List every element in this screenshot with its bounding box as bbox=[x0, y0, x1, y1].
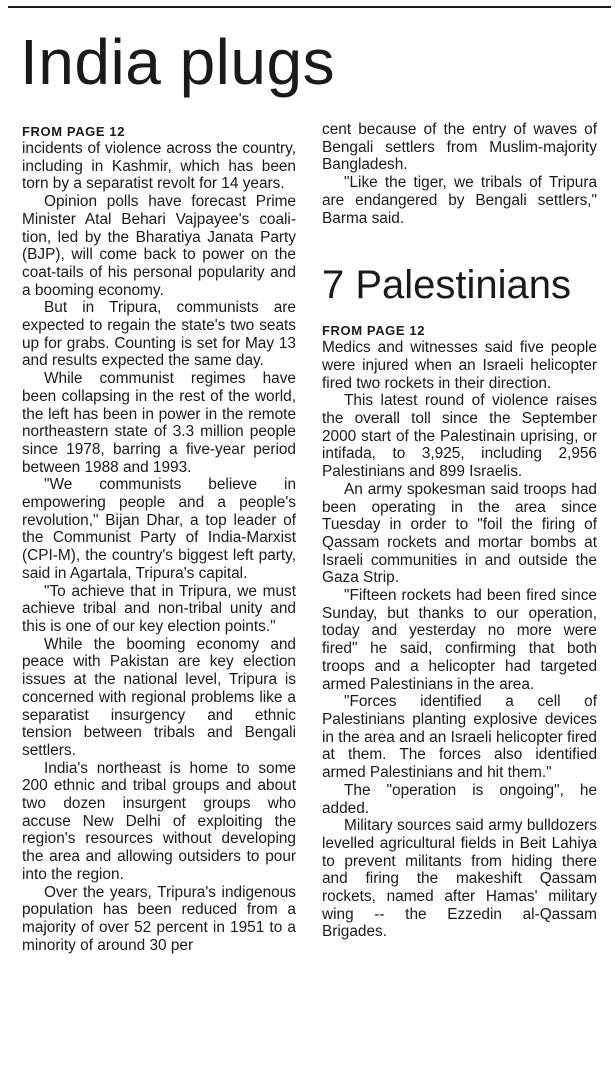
story1-paragraph-continued: cent because of the entry of waves of Bengali settlers from Muslim-majority Bangladesh. bbox=[322, 121, 597, 174]
story1-paragraph: "To achieve that in Tripura, we must achieve tribal and non-tribal unity and this is one of our key election points." bbox=[22, 582, 296, 635]
kicker-from-page-12: FROM PAGE 12 bbox=[322, 323, 426, 339]
story2-paragraph: "Forces identified a cell of Palestinians planting explosive devices in the area and an Israeli helicopter fired at them. The forces also identified armed Palestinians and hit them." bbox=[322, 693, 597, 782]
story1-paragraph: Opinion polls have forecast Prime Minister Atal Behari Vajpayee's coalition, led by the Bharatiya Janata Party (BJP), will come back to power on the coat-tails of his personal popularity and a booming economy. bbox=[22, 193, 296, 299]
story1-paragraph: Over the years, Tripura's indigenous population has been reduced from a majority of over 52 percent in 1951 to a minority of around 30 per bbox=[22, 883, 296, 954]
story2-paragraph: Military sources said army bulldozers levelled agricultural fields in Beit Lahiya to prevent militants from hiding there and firing the makeshift Qassam rockets, named after Hamas' military wing -- the Ezzedin al-Qassam Brigades. bbox=[322, 817, 597, 941]
story2-paragraph: The "operation is ongoing", he added. bbox=[322, 781, 597, 817]
story2-paragraph: "Fifteen rockets had been fired since Sunday, but thanks to our operation, today and yesterday no more were fired" he said, confirming that both troops and a helicopter had targeted armed Palestinians in the area. bbox=[322, 587, 597, 693]
top-rule bbox=[8, 6, 611, 8]
headline-india-plugs: India plugs bbox=[20, 26, 336, 98]
story1-paragraph: incidents of violence across the country, including in Kashmir, which has been torn by a separatist revolt for 14 years. bbox=[22, 140, 296, 193]
story1-paragraph: India's northeast is home to some 200 ethnic and tribal groups and about two dozen insurgent groups who accuse New Delhi of exploiting the region's resources without developing the area and allowing outsiders to pour into the region. bbox=[22, 759, 296, 883]
story1-paragraph: "We communists believe in empowering people and a people's revolution," Bijan Dhar, a top leader of the Communist Party of India-Marxist (CPI-M), the country's biggest left party, said in Agartala, Tripura's capital. bbox=[22, 476, 296, 582]
story2-paragraph: An army spokesman said troops had been operating in the area since Tuesday in order to "foil the firing of Qassam rockets and mortar bombs at Israeli communities in and outside the Gaza Strip. bbox=[322, 480, 597, 587]
story1-paragraph: But in Tripura, communists are expected to regain the state's two seats up for grabs. Counting is set for May 13 and results expected the same day. bbox=[22, 299, 296, 370]
headline-7-palestinians: 7 Palestinians bbox=[322, 263, 572, 308]
story1-paragraph: "Like the tiger, we tribals of Tripura are endangered by Bengali settlers," Barma said. bbox=[322, 174, 597, 227]
column-right bbox=[322, 121, 597, 941]
story2-paragraph: This latest round of violence raises the overall toll since the September 2000 start of the Palestinain uprising, or intifada, to 3,925, including 2,956 Palestinians and 899 Israelis. bbox=[322, 392, 597, 481]
kicker-from-page-12: FROM PAGE 12 bbox=[22, 124, 126, 139]
column-left bbox=[22, 121, 296, 954]
story1-paragraph: While communist regimes have been collapsing in the rest of the world, the left has been in power in the remote northeastern state of 3.3 million people since 1978, barring a five-year period between 1988 and 1993. bbox=[22, 370, 296, 476]
story1-paragraph: While the booming economy and peace with Pakistan are key election issues at the national level, Tripura is concerned with regional problems like a separatist insurgency and ethnic tension between tribals and Bengali settlers. bbox=[22, 635, 296, 759]
story2-paragraph: Medics and witnesses said five people were injured when an Israeli helicopter fired two rockets in their direction. bbox=[322, 339, 597, 392]
